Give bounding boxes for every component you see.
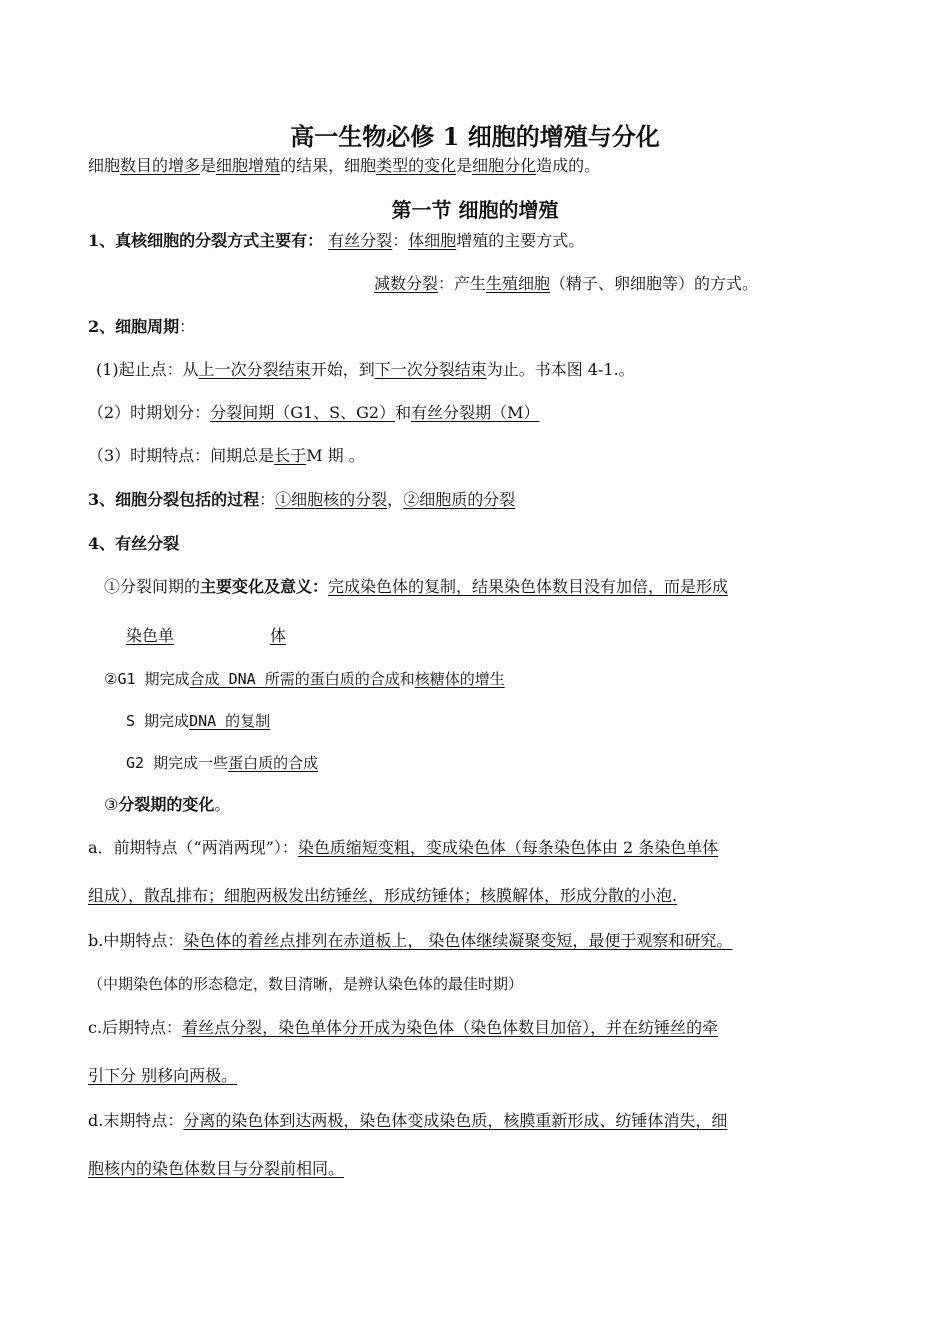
q4-item2 bbox=[104, 668, 864, 690]
q4-item1-cont-a: 染色单 bbox=[126, 626, 175, 645]
q2-item2 bbox=[88, 402, 864, 424]
phase-c-line1 bbox=[88, 1017, 864, 1039]
q1-meiosis: 减数分裂 bbox=[374, 274, 439, 293]
phase-a-line2 bbox=[88, 885, 864, 907]
phase-d-line2 bbox=[88, 1158, 864, 1180]
q2-item2-underline: 有丝分裂期（M） bbox=[411, 403, 540, 422]
q4-item5-text: ③ bbox=[104, 795, 119, 814]
q2-item3-text: M 期 。 bbox=[306, 446, 365, 465]
intro-text: 是 bbox=[456, 156, 473, 175]
q3-label: 3、细胞分裂包括的过程 bbox=[88, 490, 260, 509]
phase-a-underline: 染色质缩短变粗，变成染色体（每条染色体由 2 条染色单体 bbox=[297, 838, 719, 857]
phase-c-line2 bbox=[88, 1065, 864, 1087]
q4-item2-text: ②G1 期完成 bbox=[104, 670, 190, 688]
q4-item1-text: ①分裂间期的 bbox=[104, 577, 201, 596]
q4-item1-cont-underline bbox=[126, 626, 286, 645]
q4-item1-bold: 主要变化及意义： bbox=[200, 577, 329, 596]
q4-item1 bbox=[104, 576, 864, 598]
q3-colon: ： bbox=[259, 490, 276, 509]
q4-item5 bbox=[104, 794, 864, 816]
intro-underline: 数目的增多 bbox=[120, 156, 201, 175]
phase-b-label: b.中期特点： bbox=[88, 931, 184, 950]
q4-item3-underline: DNA 的复制 bbox=[189, 712, 271, 730]
q4-item1-cont-b: 体 bbox=[270, 626, 287, 645]
q2-item1-text: (1)起止点：从 bbox=[96, 360, 199, 379]
q2-colon: ： bbox=[179, 317, 196, 336]
q3-line bbox=[88, 489, 864, 511]
q2-item3 bbox=[88, 445, 864, 467]
phase-a-line1 bbox=[88, 837, 864, 859]
intro-underline: 类型的变化 bbox=[376, 156, 457, 175]
q1-colon: ： bbox=[392, 231, 409, 250]
q4-item1-cont bbox=[126, 625, 864, 647]
phase-b-line bbox=[88, 930, 864, 952]
q2-label: 2、细胞周期 bbox=[88, 317, 180, 336]
intro-underline: 细胞分化 bbox=[472, 156, 537, 175]
q4-item3 bbox=[126, 710, 864, 732]
q4-item1-underline: 完成染色体的复制，结果染色体数目没有加倍，而是形成 bbox=[328, 577, 729, 596]
q2-item3-underline: 长于 bbox=[274, 446, 307, 465]
phase-d-underline: 胞核内的染色体数目与分裂前相同。 bbox=[88, 1159, 345, 1178]
q4-item4-text: G2 期完成一些 bbox=[126, 754, 229, 772]
phase-d-label: d.末期特点： bbox=[88, 1111, 184, 1130]
phase-c-underline: 着丝点分裂，染色单体分开成为染色体（染色体数目加倍），并在纺锤丝的牵 bbox=[182, 1018, 719, 1037]
q1-mitosis: 有丝分裂 bbox=[328, 231, 393, 250]
q4-item2-underline: 合成 DNA 所需的蛋白质的合成 bbox=[189, 670, 400, 688]
intro-underline: 细胞增殖 bbox=[216, 156, 281, 175]
q1-rest2: （精子、卵细胞等）的方式。 bbox=[550, 274, 759, 293]
section-heading: 第一节 细胞的增殖 bbox=[391, 198, 559, 222]
q1-rest: 增殖的主要方式。 bbox=[456, 231, 585, 250]
q4-item3-text: S 期完成 bbox=[126, 712, 190, 730]
intro-line bbox=[88, 155, 864, 177]
phase-d-underline: 分离的染色体到达两极，染色体变成染色质，核膜重新形成、纺锤体消失，细 bbox=[183, 1111, 728, 1130]
q4-item2-underline: 核糖体的增生 bbox=[414, 670, 505, 688]
phase-b-underline: 染色体的着丝点排列在赤道板上， 染色体继续凝聚变短，最便于观察和研究。 bbox=[183, 931, 733, 950]
q2-item2-underline: 分裂间期（G1、S、G2） bbox=[210, 403, 396, 422]
q1-colon2: ：产生 bbox=[438, 274, 487, 293]
q2-item1 bbox=[96, 359, 864, 381]
phase-a-underline: 组成），散乱排布；细胞两极发出纺锤丝，形成纺锤体；核膜解体，形成分散的小泡. bbox=[88, 886, 678, 905]
q2-item3-text: （3）时期特点：间期总是 bbox=[88, 446, 275, 465]
phase-d-line1 bbox=[88, 1110, 864, 1132]
q2-item1-underline: 下一次分裂结束 bbox=[374, 360, 487, 379]
q4-item4-underline: 蛋白质的合成 bbox=[228, 754, 319, 772]
q2-item1-text: 为止。书本图 4-1.。 bbox=[486, 360, 635, 379]
q2-item1-text: 开始，到 bbox=[310, 360, 375, 379]
q4-item2-text: 和 bbox=[399, 670, 415, 688]
q1-line2 bbox=[374, 273, 864, 295]
q3-underline: ①细胞核的分裂 bbox=[275, 490, 388, 509]
q1-somatic: 体细胞 bbox=[408, 231, 457, 250]
intro-text: 造成的。 bbox=[536, 156, 601, 175]
q4-label: 4、有丝分裂 bbox=[88, 534, 180, 553]
phase-b-note: （中期染色体的形态稳定，数目清晰，是辨认染色体的最佳时期） bbox=[88, 975, 524, 993]
q4-item5-bold: 分裂期的变化 bbox=[118, 795, 215, 814]
phase-c-label: c.后期特点： bbox=[88, 1018, 183, 1037]
phase-a-label: a．前期特点（“两消两现”）： bbox=[88, 838, 298, 857]
intro-text: 是 bbox=[200, 156, 217, 175]
q3-comma: ， bbox=[387, 490, 404, 509]
intro-text: 细胞 bbox=[88, 156, 121, 175]
q2-item1-underline: 上一次分裂结束 bbox=[198, 360, 311, 379]
q1-label: 1、真核细胞的分裂方式主要有： bbox=[88, 231, 324, 250]
q1-germ: 生殖细胞 bbox=[486, 274, 551, 293]
phase-c-underline: 引下分 别移向两极。 bbox=[88, 1066, 238, 1085]
intro-text: 的结果，细胞 bbox=[280, 156, 377, 175]
q2-item2-text: （2）时期划分： bbox=[88, 403, 211, 422]
q4-item5-text: 。 bbox=[214, 795, 231, 814]
q2-heading bbox=[88, 316, 864, 338]
q2-item2-text: 和 bbox=[395, 403, 412, 422]
q3-underline: ②细胞质的分裂 bbox=[403, 490, 516, 509]
document-title: 高一生物必修 1 细胞的增殖与分化 bbox=[290, 122, 660, 151]
q1-line bbox=[88, 230, 864, 252]
q4-item4 bbox=[126, 752, 864, 774]
